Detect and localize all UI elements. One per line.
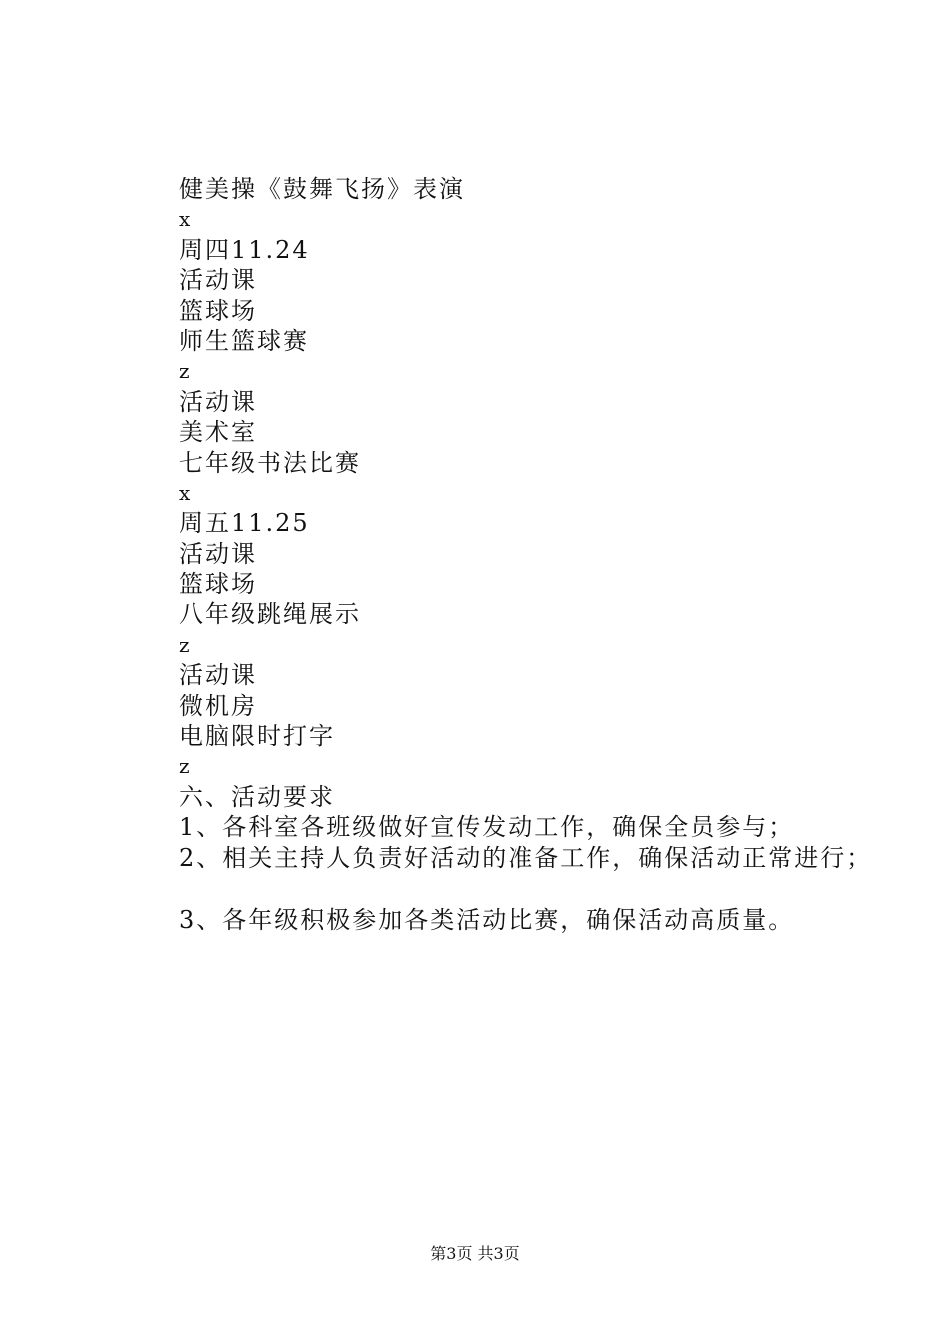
session-line: 活动课 — [179, 661, 257, 690]
venue-line: 篮球场 — [179, 296, 257, 325]
document-body — [179, 174, 919, 935]
requirement-item: 1、各科室各班级做好宣传发动工作，确保全员参与； — [179, 813, 795, 842]
marker-line: z — [179, 632, 190, 657]
venue-line: 微机房 — [179, 691, 257, 720]
requirement-item: 3、各年级积极参加各类活动比赛，确保活动高质量。 — [179, 905, 795, 934]
session-line: 活动课 — [179, 539, 257, 568]
date-line: 周四11.24 — [179, 235, 310, 264]
page-footer: 第3页 共3页 — [430, 1244, 520, 1263]
session-line: 活动课 — [179, 387, 257, 416]
session-line: 活动课 — [179, 266, 257, 295]
marker-line: x — [179, 480, 191, 505]
marker-line: z — [179, 754, 190, 779]
section-heading: 六、活动要求 — [179, 782, 335, 811]
marker-line: z — [179, 359, 190, 384]
date-line: 周五11.25 — [179, 509, 310, 538]
venue-line: 篮球场 — [179, 570, 257, 599]
event-line: 健美操《鼓舞飞扬》表演 — [179, 175, 465, 203]
marker-line: x — [179, 207, 191, 232]
event-line: 八年级跳绳展示 — [179, 600, 361, 629]
event-line: 七年级书法比赛 — [179, 448, 361, 477]
event-line: 师生篮球赛 — [179, 326, 309, 355]
event-line: 电脑限时打字 — [179, 722, 335, 751]
venue-line: 美术室 — [179, 418, 257, 447]
requirement-item: 2、相关主持人负责好活动的准备工作，确保活动正常进行； — [179, 843, 873, 872]
